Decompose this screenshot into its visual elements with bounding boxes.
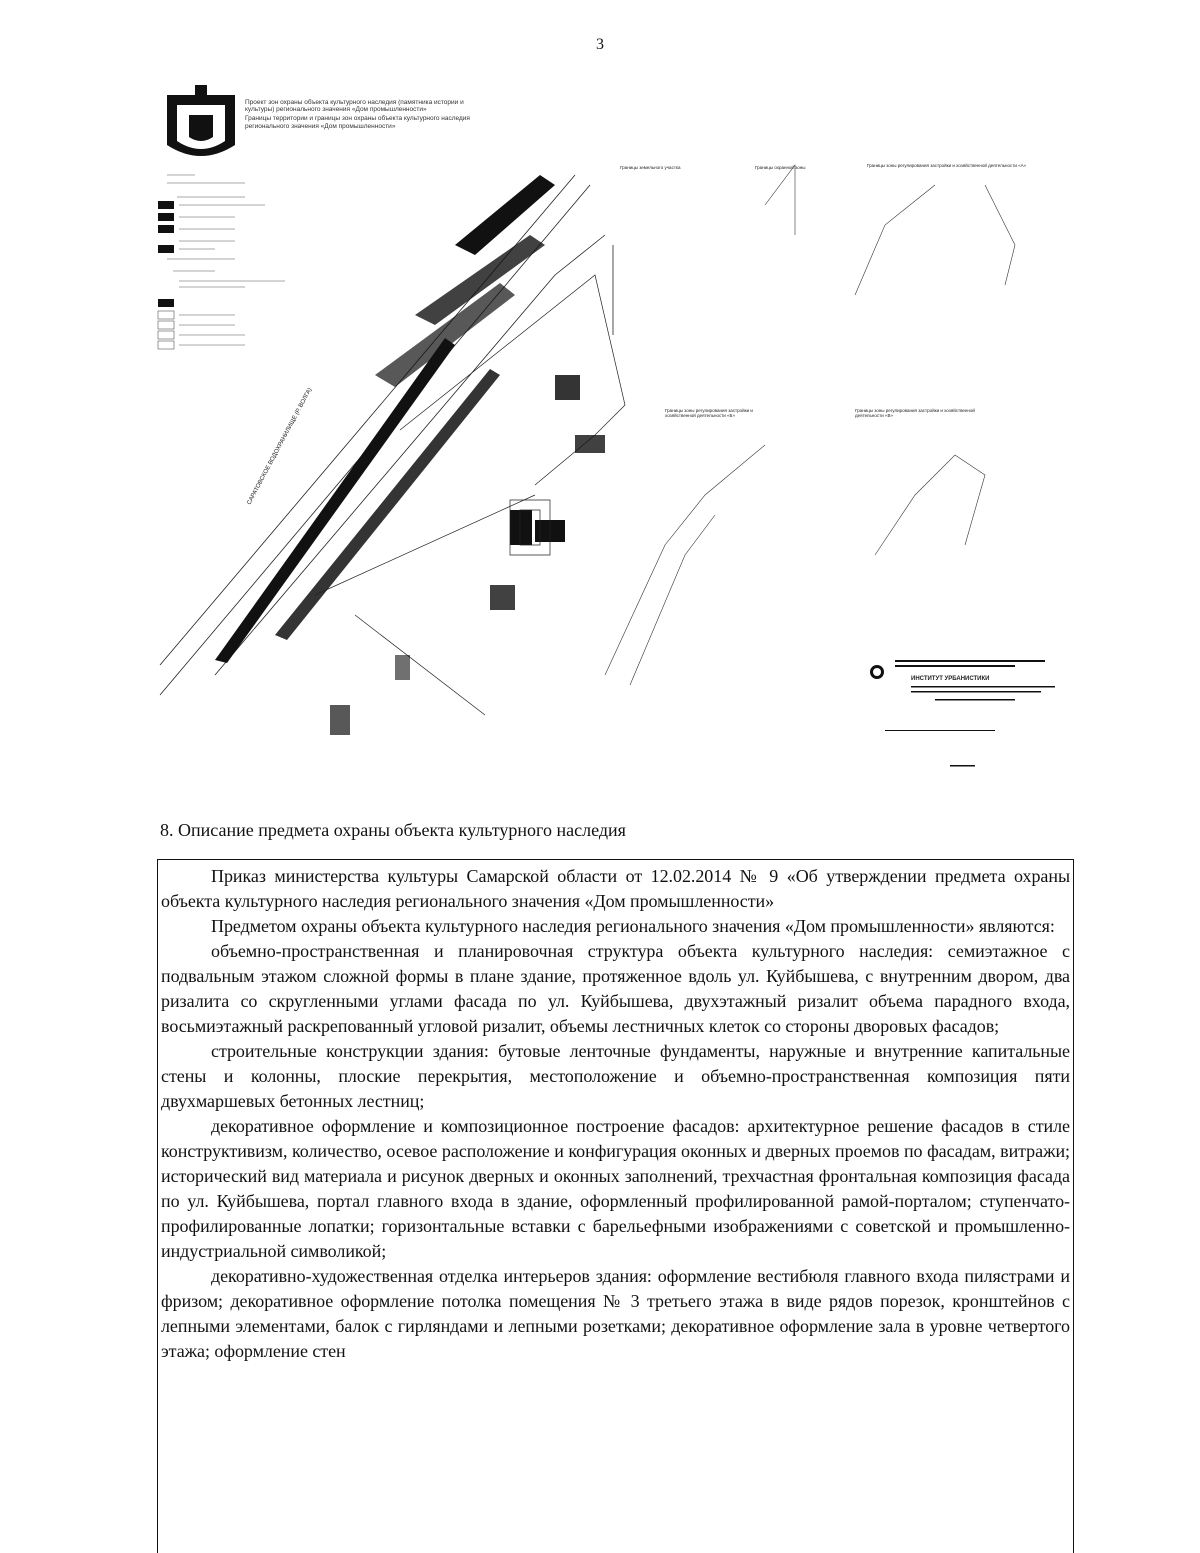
paragraph-facades: декоративное оформление и композиционное построение фасадов: архитектурное решение фасадов в стиле конструктивизм, количество, осевое расположение и конфигурация оконных и дверных проемов по фасадам, витражи; исторический вид материала и рисунок дверных и оконных заполнений, трехчастная фронтальная композиция фасада по ул. Куйбышева, портал главного входа в здание, оформленный профилированной рамой-порталом; ступенчато-профилированные лопатки; горизонтальные вставки с барельефными изображениями с советской и промышленно-индустриальной символикой; — [161, 1116, 1070, 1261]
zone-maps — [605, 165, 1015, 685]
site-plan-map — [155, 75, 1055, 790]
map-title-block — [245, 99, 475, 130]
paragraph-intro: Предметом охраны объекта культурного наследия регионального значения «Дом промышленности» являются: — [211, 916, 1055, 936]
map-title: Проект зон охраны объекта культурного наследия (памятника истории и культуры) регионального значения «Дом промышленности» — [245, 99, 464, 114]
zone-label-regulation-a: Границы зоны регулирования застройки и хозяйственной деятельности «А» — [867, 163, 1027, 168]
paragraph-constructions: строительные конструкции здания: бутовые ленточные фундаменты, наружные и внутренние капитальные стены и колонны, плоские перекрытия, местоположение и объемно-пространственная композиция пяти двухмаршевых бетонных лестниц; — [161, 1041, 1070, 1111]
paragraph-interiors: декоративно-художественная отделка интерьеров здания: оформление вестибюля главного входа пилястрами и фризом; декоративное оформление потолка помещения № 3 третьего этажа в виде рядов порезок, кронштейнов с лепными элементами, балок с гирляндами и лепными розетками; декоративное оформление зала в уровне четвертого этажа; оформление стен — [161, 1266, 1070, 1361]
paragraph-order: Приказ министерства культуры Самарской области от 12.02.2014 № 9 «Об утверждении предмета охраны объекта культурного наследия регионального значения «Дом промышленности» — [161, 866, 1070, 911]
site-plan-drawing — [155, 75, 1055, 790]
zone-label-regulation-v: Границы зоны регулирования застройки и хозяйственной деятельности «В» — [855, 408, 975, 418]
river-label: САРАТОВСКОЕ ВОДОХРАНИЛИЩЕ (Р. ВОЛГА) — [246, 387, 314, 506]
map-subtitle: Границы территории и границы зон охраны объекта культурного наследия регионального значения «Дом промышленности» — [245, 115, 470, 130]
zone-label-protection: Границы охранной зоны — [755, 165, 806, 170]
section-heading: 8. Описание предмета охраны объекта культурного наследия — [160, 820, 626, 840]
paragraph-structure: объемно-пространственная и планировочная структура объекта культурного наследия: семиэтажное с подвальным этажом сложной формы в плане здание, протяженное вдоль ул. Куйбышева, с внутренним двором, два ризалита со скругленными углами фасада по ул. Куйбышева, двухэтажный ризалит объема парадного входа, восьмиэтажный раскрепованный угловой ризалит, объемы лестничных клеток со стороны дворовых фасадов; — [161, 941, 1070, 1036]
protection-subject-box — [157, 859, 1074, 1553]
zone-label-land-plot: Границы земельного участка — [620, 165, 681, 170]
city-blocks — [315, 275, 625, 735]
zone-label-regulation-b: Границы зоны регулирования застройки и хозяйственной деятельности «Б» — [665, 408, 753, 418]
page-number: 3 — [596, 36, 604, 53]
coat-of-arms-emblem — [167, 85, 235, 156]
stamp-organization: ИНСТИТУТ УРБАНИСТИКИ — [911, 676, 990, 682]
map-legend — [158, 175, 285, 349]
